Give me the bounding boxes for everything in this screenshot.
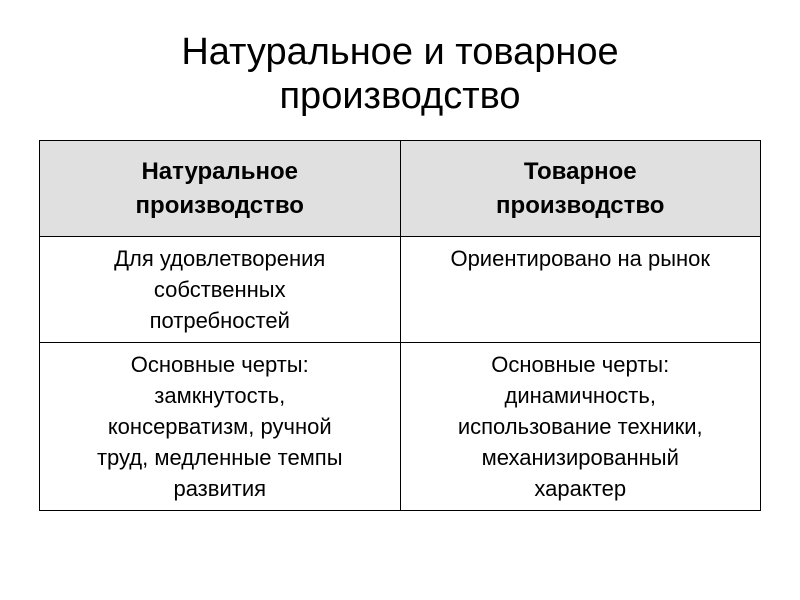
cell-text-line: замкнутость, — [154, 383, 286, 408]
cell-text-line: потребностей — [149, 308, 290, 333]
cell-natural-features — [40, 343, 401, 511]
cell-text-line: консерватизм, ручной — [107, 414, 332, 439]
header-text-line: производство — [496, 191, 665, 219]
cell-text-line: динамичность, — [504, 383, 656, 408]
header-text-line: Натуральное — [141, 157, 299, 185]
cell-text-line: развития — [173, 476, 267, 501]
slide-title-line-2: производство — [279, 75, 521, 117]
header-natural-production — [40, 141, 401, 237]
table-row — [40, 343, 761, 511]
header-text-line: производство — [135, 191, 304, 219]
cell-text-line: механизированный — [481, 445, 679, 470]
header-commodity-production — [400, 141, 761, 237]
table-row — [40, 237, 761, 343]
table-header-row — [40, 141, 761, 237]
cell-text-line: использование техники, — [457, 414, 703, 439]
cell-natural-purpose — [40, 237, 401, 343]
cell-text-line: характер — [534, 476, 627, 501]
cell-text-line: собственных — [153, 277, 286, 302]
cell-commodity-purpose — [400, 237, 761, 343]
cell-text-line: Основные черты: — [130, 352, 309, 377]
header-text-line: Товарное — [523, 157, 637, 185]
cell-text-line: труд, медленные темпы — [96, 445, 343, 470]
cell-commodity-features — [400, 343, 761, 511]
slide-title — [0, 30, 800, 118]
slide-title-line-1: Натуральное и товарное — [181, 31, 619, 73]
cell-text-line: Ориентировано на рынок — [450, 246, 711, 271]
cell-text-line: Основные черты: — [491, 352, 670, 377]
comparison-table — [39, 140, 761, 511]
cell-text-line: Для удовлетворения — [114, 246, 326, 271]
